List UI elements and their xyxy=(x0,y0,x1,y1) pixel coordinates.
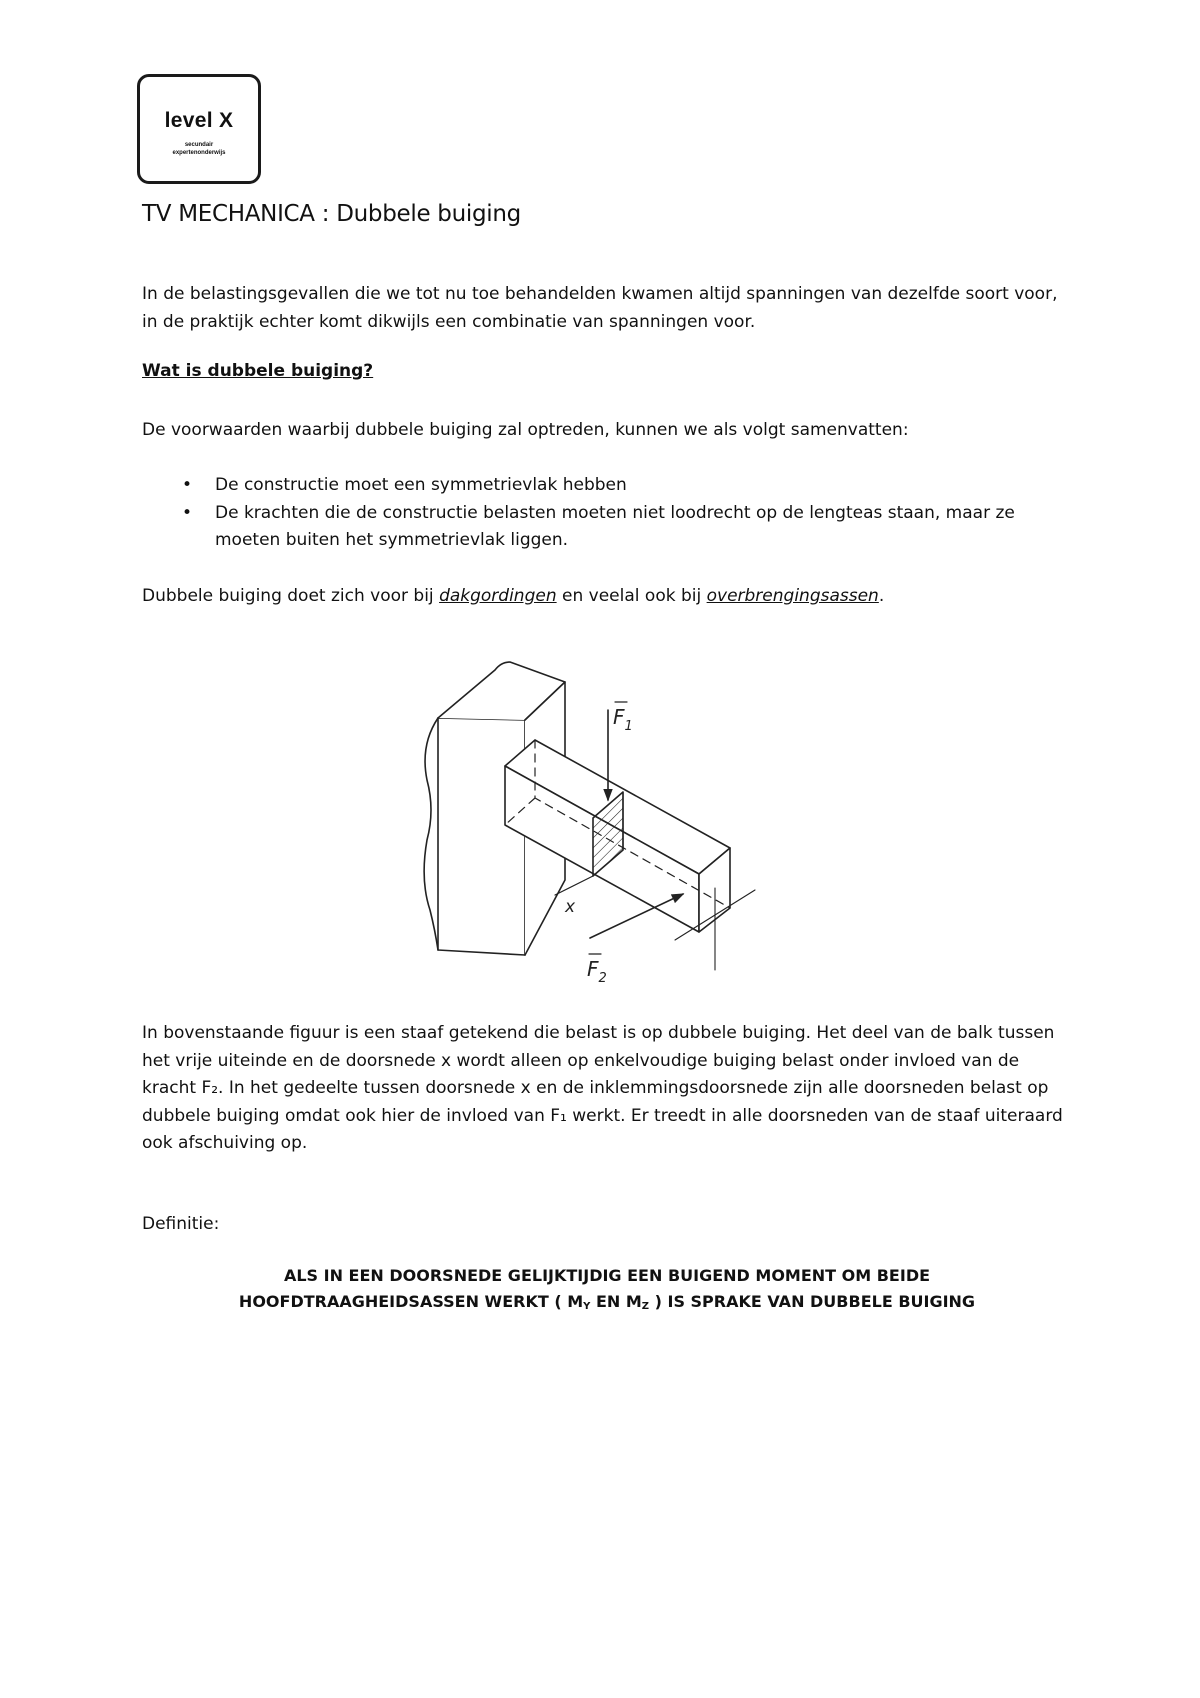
wall-front-face xyxy=(438,718,525,955)
subscript-y: Y xyxy=(583,1301,591,1312)
f1-label: $F_1$ xyxy=(613,705,633,734)
definition-line2-middle: EN M xyxy=(590,1292,642,1311)
occurrence-sentence xyxy=(142,583,1072,611)
list-item-text: De krachten die de constructie belasten moeten niet loodrecht op de lengteas staan, maar ze moeten buiten het symmetrievlak liggen. xyxy=(215,502,1015,550)
conditions-intro: De voorwaarden waarbij dubbele buiging zal optreden, kunnen we als volgt samenvatten: xyxy=(142,420,909,440)
definition-statement xyxy=(142,1263,1072,1320)
page-title: TV MECHANICA : Dubbele buiging xyxy=(142,201,521,227)
conditions-list xyxy=(142,472,1072,555)
definition-label: Definitie: xyxy=(142,1214,220,1234)
occurrence-suffix: . xyxy=(878,586,885,606)
list-item xyxy=(142,500,1072,555)
occurrence-middle: en veelal ook bij xyxy=(556,586,707,606)
list-item xyxy=(142,472,1072,500)
bullet-icon: • xyxy=(182,502,193,523)
list-item-text: De constructie moet een symmetrievlak hebben xyxy=(215,475,627,495)
logo-subtitle-line1: secundair xyxy=(184,142,214,148)
definition-line2-prefix: HOOFDTRAAGHEIDSASSEN WERKT ( M xyxy=(238,1292,584,1311)
logo-subtitle-line2: expertenonderwijs xyxy=(172,150,226,156)
beam-figure xyxy=(365,640,765,985)
section-heading: Wat is dubbele buiging? xyxy=(142,361,374,381)
school-logo xyxy=(137,74,261,184)
f2-label: $F_2$ xyxy=(587,957,607,985)
overbrengingsassen-link[interactable]: overbrengingsassen xyxy=(706,586,879,606)
x-label: x xyxy=(565,897,576,917)
occurrence-prefix: Dubbele buiging doet zich voor bij xyxy=(142,586,440,606)
logo-title: level X xyxy=(164,109,234,132)
definition-line1: ALS IN EEN DOORSNEDE GELIJKTIJDIG EEN BUIGEND MOMENT OM BEIDE xyxy=(283,1266,931,1285)
explanation-paragraph: In bovenstaande figuur is een staaf getekend die belast is op dubbele buiging. Het deel van de balk tussen het vrije uiteinde en de doorsnede x wordt alleen op enkelvoudige buiging belast onder invloed van de kracht F₂. In het gedeelte tussen doorsnede x en de inklemmingsdoorsnede zijn alle doorsneden belast op dubbele buiging omdat ook hier de invloed van F₁ werkt. Er treedt in alle doorsneden van de staaf uiteraard ook afschuiving op. xyxy=(142,1023,1063,1153)
subscript-z: Z xyxy=(641,1301,650,1312)
definition-line2-suffix: ) IS SPRAKE VAN DUBBELE BUIGING xyxy=(649,1292,976,1311)
wall-jagged-edge xyxy=(424,718,438,950)
intro-paragraph: In de belastingsgevallen die we tot nu toe behandelden kwamen altijd spanningen van dezelfde soort voor, in de praktijk echter komt dikwijls een combinatie van spanningen voor. xyxy=(142,284,1058,332)
dakgordingen-link[interactable]: dakgordingen xyxy=(439,586,557,606)
bullet-icon: • xyxy=(182,475,193,495)
